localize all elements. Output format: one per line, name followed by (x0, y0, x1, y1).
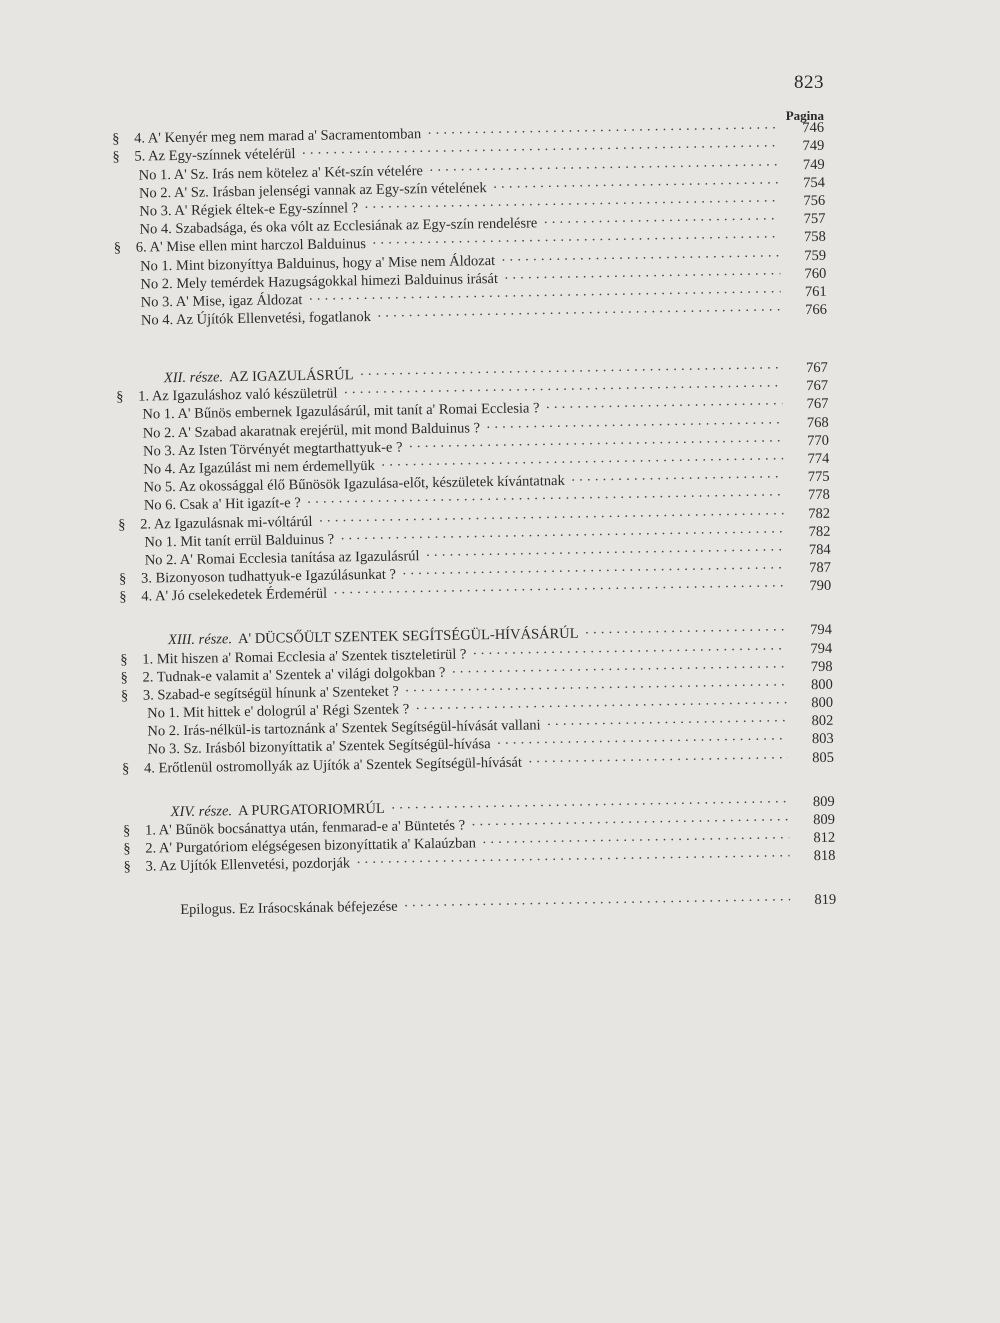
entry-page: 782 (808, 505, 831, 522)
entry-page: 812 (813, 829, 836, 847)
entry-text: 5. Az Egy-színnek vételérül (134, 146, 296, 166)
entry-title (115, 308, 371, 330)
part-title: AZ IGAZULÁSRÚL (228, 367, 354, 386)
entry-text: No 2. A' Szabad akaratnak erejérül, mit mond Balduinus ? (142, 419, 481, 442)
entry-page: 758 (803, 229, 826, 246)
part-number: XII. része. (163, 369, 224, 387)
entry-page: 790 (809, 578, 832, 595)
entry-page: 761 (804, 283, 827, 301)
entry-text: No 2. Irás-nélkül-is tartoznánk a' Szentek Segítségül-hívását vallani (147, 717, 541, 740)
entry-page: 805 (812, 749, 835, 766)
entry-text: 4. Erőtlenül ostromollyák az Ujítók a' Szentek Segítségül-hívását (143, 754, 523, 777)
entry-text: No 3. Sz. Irásból bizonyíttatik a' Szentek Segítségül-hívása (147, 736, 491, 758)
entry-page: 784 (808, 541, 831, 559)
section-sign: § (119, 589, 127, 606)
part-page: 794 (810, 622, 833, 639)
entry-page: 778 (807, 487, 830, 504)
entry-page: 800 (811, 694, 834, 712)
entry-page: 798 (810, 658, 833, 675)
part-page: 809 (812, 793, 835, 810)
entry-text: No 4. Szabadsága, és oka vólt az Ecclesiának az Egy-szín rendelésre (139, 215, 538, 238)
entry-text: No 1. Mint bizonyíttya Balduinus, hogy a' Mise nem Áldozat (140, 252, 496, 275)
entry-page: 782 (808, 523, 831, 540)
part-section (122, 784, 835, 876)
entry-page: 809 (813, 811, 836, 828)
entry-text: Epilogus. Ez Irásocskának béfejezése (180, 898, 398, 919)
entry-page: 757 (803, 210, 826, 228)
entry-page: 818 (813, 847, 836, 865)
entry-page: 803 (811, 731, 834, 748)
entry-title (123, 855, 350, 877)
entry-text: No 5. Az okossággal élő Bűnösök Igazulása-előt, készületek kívántatnak (143, 473, 565, 496)
entry-page: 774 (807, 450, 830, 468)
dot-leader (404, 892, 791, 916)
entry-text: No 1. A' Sz. Irás nem kötelez a' Két-szín vételére (138, 162, 424, 184)
table-of-contents (112, 119, 836, 920)
entry-text: No 1. Mit hittek e' dologrúl a' Régi Szentek ? (147, 701, 410, 722)
section-sign: § (123, 858, 131, 876)
part-title: A' DÜCSŐÜLT SZENTEK SEGÍTSÉGÜL-HÍVÁSÁRÚL (237, 626, 579, 648)
section-sign: § (120, 687, 129, 704)
entry-text: 3. Szabad-e segítségül hínunk a' Szenteket ? (142, 683, 399, 704)
entry-text: No 2. Mely temérdek Hazugságokkal himezi Balduinus irását (140, 270, 499, 293)
page-number: 823 (794, 72, 824, 93)
entry-text: No 6. Csak a' Hit igazít-e ? (143, 495, 301, 514)
entry-page: 787 (809, 559, 832, 577)
entry-text: No 3. A' Régiek éltek-e Egy-színnel ? (139, 200, 359, 220)
entry-page: 800 (810, 676, 833, 693)
part-section (120, 613, 834, 777)
entry-text: No 1. A' Bűnös embernek Igazulásárúl, mit tanít a' Romai Ecclesia ? (142, 400, 540, 423)
entry-text: 2. Az Igazulásnak mi-vóltárúl (140, 513, 313, 533)
entry-page: 819 (814, 891, 837, 909)
part-page: 767 (805, 359, 828, 377)
section-sign: § (122, 822, 131, 839)
entry-text: 1. Mit hiszen a' Romai Ecclesia a' Szentek tiszteletirül ? (142, 645, 467, 668)
section-sign: § (116, 389, 124, 406)
dot-leader (528, 749, 788, 771)
entry-page: 802 (811, 712, 834, 730)
entry-page: 767 (806, 378, 829, 395)
section-sign: § (123, 840, 131, 857)
entry-text: No 2. A' Romai Ecclesia tanítása az Igazulásrúl (144, 548, 420, 569)
entry-page: 770 (807, 432, 830, 449)
entry-title (119, 585, 327, 606)
entry-page: 749 (802, 156, 825, 173)
entry-text: No 3. Az Isten Törvényét megtarthattyuk-e ? (142, 439, 403, 460)
entry-text: No 4. Az Igazúlást mi nem érdemellyük (143, 457, 375, 478)
entry-text: No 1. Mit tanít errül Balduinus ? (144, 531, 335, 551)
entry-title (124, 898, 398, 920)
entry-text: No 4. Az Újítók Ellenvetési, fogatlanok (140, 309, 372, 329)
part-title: A PURGATORIOMRÚL (237, 800, 385, 819)
entry-text: 4. A' Kenyér meg nem marad a' Sacramentomban (134, 126, 422, 147)
entry-text: 2. Tudnak-e valamit a' Szentek a' világi dolgokban ? (142, 664, 446, 686)
entry-page: 746 (802, 120, 825, 137)
entry-text: 3. Az Ujítók Ellenvetési, pozdorják (145, 855, 351, 875)
section-sign: § (120, 669, 128, 686)
entry-text: 1. Az Igazuláshoz való készületrül (138, 385, 338, 405)
epilogue-entry (124, 883, 836, 920)
section-sign: § (112, 149, 120, 166)
entry-text: 1. A' Bűnök bocsánattya után, fenmarad-e a' Büntetés ? (144, 817, 466, 839)
intro-section-list (112, 119, 827, 330)
part-section (116, 351, 832, 606)
entry-page: 759 (804, 247, 827, 264)
section-sign: § (112, 131, 120, 148)
entry-page: 768 (806, 414, 829, 431)
part-number: XIV. része. (170, 802, 233, 820)
part-number: XIII. része. (167, 631, 233, 649)
section-sign: § (118, 570, 127, 588)
entry-page: 767 (806, 396, 829, 413)
entry-page: 756 (803, 192, 826, 210)
entry-page: 754 (803, 174, 826, 191)
entry-text: 4. A' Jó cselekedetek Érdemérül (141, 585, 328, 605)
entry-page: 760 (804, 265, 827, 282)
entry-text: No 2. A' Sz. Irásban jelenségi vannak az Egy-szín vételének (138, 179, 487, 202)
section-sign: § (118, 516, 126, 533)
entry-page: 749 (802, 138, 825, 155)
section-sign: § (113, 240, 122, 257)
entry-page: 766 (805, 301, 828, 319)
section-sign: § (121, 760, 130, 777)
section-sign: § (120, 651, 128, 668)
pagina-column-label: Pagina (785, 108, 824, 123)
entry-page: 794 (810, 640, 833, 657)
entry-text: 2. A' Purgatóriom elégségesen bizonyíttatik a' Kalaúzban (145, 835, 477, 857)
entry-text: 6. A' Mise ellen mint harczol Balduinus (135, 236, 367, 256)
entry-text: 3. Bizonyoson tudhattyuk-e Igazúlásunkat ? (140, 566, 397, 587)
entry-page: 775 (807, 468, 830, 486)
entry-text: No 3. A' Mise, igaz Áldozat (140, 291, 303, 311)
